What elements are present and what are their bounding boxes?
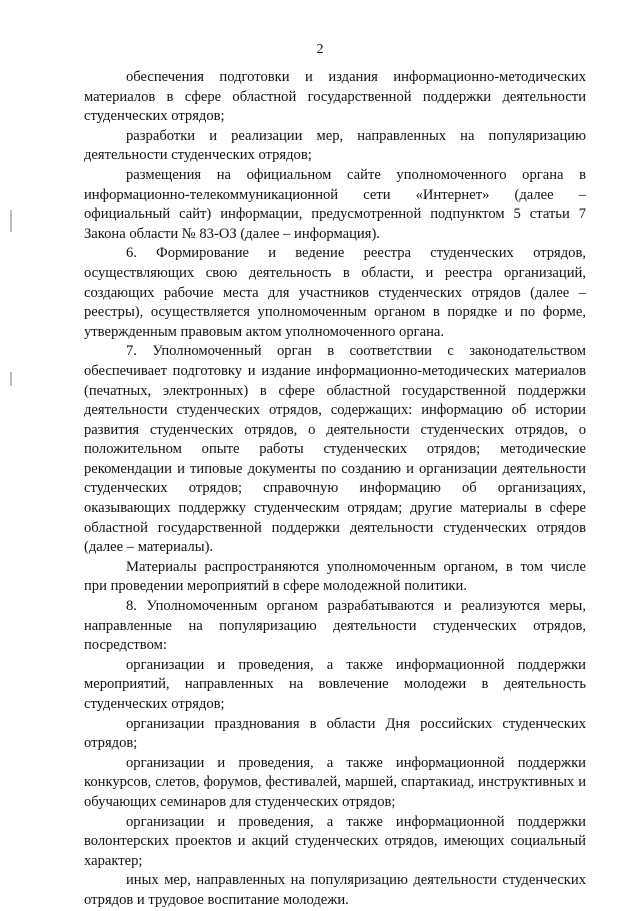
- paragraph: 6. Формирование и ведение реестра студенческих отрядов, осуществляющих свою деятельность в области, и реестра организаций, создающих рабочие места для участников студенческих отрядов (далее – реестры), осуществляется уполномоченным органом в порядке и по форме, утвержденным правовым актом уполномоченного органа.: [84, 245, 586, 340]
- paragraph: размещения на официальном сайте уполномоченного органа в информационно-телекоммуникационной сети «Интернет» (далее – официальный сайт) информации, предусмотренной подпунктом 5 статьи 7 Закона области № 83-ОЗ (далее – информация).: [84, 166, 586, 242]
- paragraph: организации и проведения, а также информационной поддержки конкурсов, слетов, форумов, фестивалей, маршей, спартакиад, инструктивных и обучающих семинаров для студенческих отрядов;: [84, 754, 586, 810]
- paragraph: организации празднования в области Дня российских студенческих отрядов;: [84, 715, 586, 752]
- paragraph: организации и проведения, а также информационной поддержки мероприятий, направленных на вовлечение молодежи в деятельность студенческих отрядов;: [84, 656, 586, 712]
- paragraph: обеспечения подготовки и издания информационно-методических материалов в сфере областной государственной поддержки деятельности студенческих отрядов;: [84, 69, 586, 125]
- paragraph: иных мер, направленных на популяризацию деятельности студенческих отрядов и трудовое воспитание молодежи.: [84, 872, 586, 908]
- paragraph: разработки и реализации мер, направленных на популяризацию деятельности студенческих отрядов;: [84, 127, 586, 164]
- paragraph: 8. Уполномоченным органом разрабатываются и реализуются меры, направленные на популяризацию деятельности студенческих отрядов, посредством:: [84, 598, 586, 654]
- scan-margin-mark: [10, 372, 12, 386]
- page-number: 2: [316, 42, 324, 57]
- paragraph: Материалы распространяются уполномоченным органом, в том числе при проведении мероприятий в сфере молодежной политики.: [84, 558, 586, 595]
- paragraph: 7. Уполномоченный орган в соответствии с законодательством обеспечивает подготовку и издание информационно-методических материалов (печатных, электронных) в сфере областной государственной поддержки деятельности студенческих отрядов, содержащих: информацию об истории развития студенческих отрядов, о деятельности студенческих отрядов, о положительном опыте работы студенческих отрядов; методические рекомендации и типовые документы по созданию и организации деятельности студенческих отрядов; справочную информацию об организациях, оказывающих поддержку студенческим отрядам; другие материалы в сфере областной государственной поддержки деятельности студенческих отрядов (далее – материалы).: [84, 343, 586, 556]
- paragraph: организации и проведения, а также информационной поддержки волонтерских проектов и акций студенческих отрядов, имеющих социальный характер;: [84, 813, 586, 869]
- scan-margin-mark: [10, 210, 12, 232]
- document-body: [84, 68, 586, 911]
